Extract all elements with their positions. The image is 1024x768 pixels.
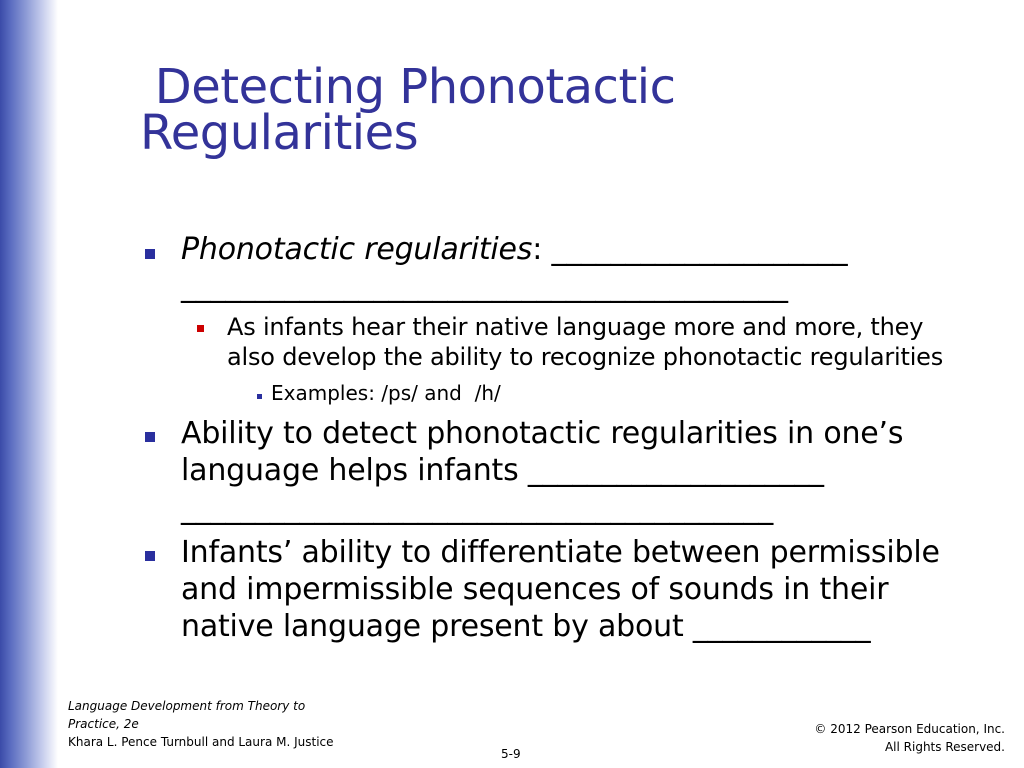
bullet-1-blank: : ____________________: [532, 232, 848, 267]
bullet-3-line-3: native language present by about ____________: [181, 609, 871, 644]
bullet-square-icon: [145, 249, 155, 259]
left-gradient-bar: [0, 0, 58, 768]
bullet-2-line-2: language helps infants ____________________: [181, 453, 824, 488]
bullet-3-line-2: and impermissible sequences of sounds in their: [181, 572, 889, 607]
footer-copyright: [814, 720, 1005, 756]
footer-copyright-line: © 2012 Pearson Education, Inc.: [814, 722, 1005, 736]
footer-book-info: [68, 697, 368, 751]
footer-rights-line: All Rights Reserved.: [884, 740, 1005, 754]
sub-bullet-square-icon: [197, 325, 204, 332]
footer-book-title-2: Practice, 2e: [68, 717, 139, 731]
sub-bullet-line-1: As infants hear their native language more and more, they: [227, 313, 924, 341]
sub-sub-bullet-square-icon: [257, 394, 262, 399]
bullet-3-line-1: Infants’ ability to differentiate between permissible: [181, 535, 940, 570]
page-number: 5-9: [501, 747, 521, 761]
title-line-2: Regularities: [140, 105, 419, 161]
title-line-1: Detecting Phonotactic: [140, 59, 676, 115]
bullet-1-term: Phonotactic regularities: [181, 232, 533, 267]
bullet-square-icon: [145, 551, 155, 561]
slide-title: [140, 59, 780, 161]
footer-book-title-1: Language Development from Theory to: [68, 699, 306, 713]
footer-authors: Khara L. Pence Turnbull and Laura M. Justice: [68, 735, 334, 749]
bullet-2-line-3: ________________________________________: [181, 491, 774, 526]
sub-sub-bullet-text: Examples: /ps/ and /h/: [271, 381, 501, 405]
bullet-square-icon: [145, 432, 155, 442]
bullet-1-line-1: [181, 231, 847, 268]
bullet-2-line-1: Ability to detect phonotactic regularities in one’s: [181, 416, 904, 451]
bullet-1-line-2: _________________________________________: [181, 269, 788, 304]
sub-bullet-line-2: also develop the ability to recognize phonotactic regularities: [227, 343, 944, 371]
